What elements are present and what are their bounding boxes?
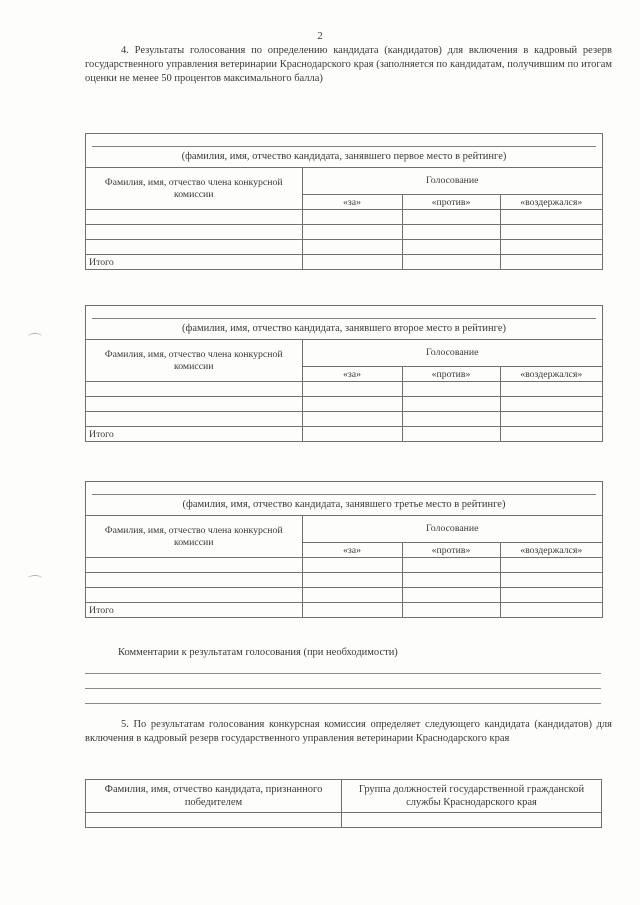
candidate-name-line[interactable]	[92, 482, 596, 495]
for-cell[interactable]	[302, 225, 402, 240]
winner-cell[interactable]	[86, 813, 342, 828]
abstained-cell[interactable]	[500, 573, 602, 588]
punch-hole-mark	[28, 575, 42, 582]
vote-table	[86, 516, 602, 617]
member-cell[interactable]	[86, 210, 302, 225]
abstained-total-cell[interactable]	[500, 255, 602, 270]
for-total-cell[interactable]	[302, 255, 402, 270]
for-cell[interactable]	[302, 558, 402, 573]
total-label: Итого	[86, 427, 302, 442]
against-cell[interactable]	[402, 397, 500, 412]
total-row	[86, 427, 602, 442]
abstained-column-header: «воздержался»	[500, 367, 602, 382]
abstained-cell[interactable]	[500, 225, 602, 240]
table-row	[86, 225, 602, 240]
against-cell[interactable]	[402, 573, 500, 588]
winner-column-header: Фамилия, имя, отчество кандидата, признанного победителем	[86, 780, 342, 813]
against-column-header: «против»	[402, 543, 500, 558]
position-group-column-header: Группа должностей государственной гражданской службы Краснодарского края	[342, 780, 602, 813]
candidate-caption: (фамилия, имя, отчество кандидата, занявшего второе место в рейтинге)	[86, 319, 602, 340]
against-total-cell[interactable]	[402, 603, 500, 618]
member-column-header: Фамилия, имя, отчество члена конкурсной комиссии	[86, 340, 302, 382]
abstained-cell[interactable]	[500, 210, 602, 225]
abstained-column-header: «воздержался»	[500, 195, 602, 210]
candidate-caption: (фамилия, имя, отчество кандидата, занявшего третье место в рейтинге)	[86, 495, 602, 516]
against-column-header: «против»	[402, 195, 500, 210]
candidate-name-line[interactable]	[92, 306, 596, 319]
against-cell[interactable]	[402, 382, 500, 397]
section-5-text: 5. По результатам голосования конкурсная комиссия определяет следующего кандидата (кандидатов) для включения в кадровый резерв государственного управления ветеринарии Краснодарского края	[85, 719, 612, 744]
voting-column-header: Голосование	[302, 516, 602, 543]
member-cell[interactable]	[86, 588, 302, 603]
against-column-header: «против»	[402, 367, 500, 382]
for-cell[interactable]	[302, 240, 402, 255]
member-cell[interactable]	[86, 573, 302, 588]
against-cell[interactable]	[402, 240, 500, 255]
for-cell[interactable]	[302, 210, 402, 225]
member-column-header: Фамилия, имя, отчество члена конкурсной комиссии	[86, 168, 302, 210]
against-cell[interactable]	[402, 588, 500, 603]
against-cell[interactable]	[402, 210, 500, 225]
table-row	[86, 588, 602, 603]
table-row	[86, 382, 602, 397]
abstained-cell[interactable]	[500, 240, 602, 255]
punch-hole-mark	[28, 333, 42, 340]
abstained-column-header: «воздержался»	[500, 543, 602, 558]
comment-line[interactable]	[85, 688, 601, 689]
table-row	[86, 573, 602, 588]
candidate-vote-block-3	[85, 481, 603, 618]
total-row	[86, 255, 602, 270]
candidate-vote-block-1	[85, 133, 603, 270]
for-cell[interactable]	[302, 382, 402, 397]
abstained-cell[interactable]	[500, 382, 602, 397]
for-cell[interactable]	[302, 397, 402, 412]
comments-label: Комментарии к результатам голосования (при необходимости)	[118, 647, 398, 658]
voting-column-header: Голосование	[302, 340, 602, 367]
against-total-cell[interactable]	[402, 427, 500, 442]
abstained-cell[interactable]	[500, 412, 602, 427]
for-total-cell[interactable]	[302, 603, 402, 618]
abstained-cell[interactable]	[500, 588, 602, 603]
total-row	[86, 603, 602, 618]
section-4-heading	[85, 44, 612, 86]
against-total-cell[interactable]	[402, 255, 500, 270]
abstained-cell[interactable]	[500, 558, 602, 573]
for-cell[interactable]	[302, 588, 402, 603]
table-row	[86, 210, 602, 225]
table-row	[86, 558, 602, 573]
for-total-cell[interactable]	[302, 427, 402, 442]
position-group-cell[interactable]	[342, 813, 602, 828]
member-cell[interactable]	[86, 382, 302, 397]
candidate-vote-block-2	[85, 305, 603, 442]
candidate-name-line[interactable]	[92, 134, 596, 147]
member-cell[interactable]	[86, 412, 302, 427]
against-cell[interactable]	[402, 558, 500, 573]
for-column-header: «за»	[302, 195, 402, 210]
section-4-text: 4. Результаты голосования по определению кандидата (кандидатов) для включения в кадровый резерв государственного управления ветеринарии Краснодарского края (заполняется по кандидатам, получившим по итогам оценки не менее 50 процентов максимального балла)	[85, 45, 612, 84]
member-cell[interactable]	[86, 240, 302, 255]
vote-table	[86, 340, 602, 441]
abstained-total-cell[interactable]	[500, 603, 602, 618]
table-row	[86, 240, 602, 255]
comment-line[interactable]	[85, 703, 601, 704]
for-column-header: «за»	[302, 367, 402, 382]
table-row	[86, 397, 602, 412]
total-label: Итого	[86, 603, 302, 618]
abstained-cell[interactable]	[500, 397, 602, 412]
against-cell[interactable]	[402, 225, 500, 240]
table-row	[86, 813, 602, 828]
member-column-header: Фамилия, имя, отчество члена конкурсной комиссии	[86, 516, 302, 558]
candidate-caption: (фамилия, имя, отчество кандидата, занявшего первое место в рейтинге)	[86, 147, 602, 168]
against-cell[interactable]	[402, 412, 500, 427]
table-row	[86, 412, 602, 427]
for-cell[interactable]	[302, 412, 402, 427]
for-cell[interactable]	[302, 573, 402, 588]
winner-table	[85, 779, 602, 828]
vote-table	[86, 168, 602, 269]
member-cell[interactable]	[86, 397, 302, 412]
member-cell[interactable]	[86, 558, 302, 573]
section-5-heading	[85, 718, 612, 746]
abstained-total-cell[interactable]	[500, 427, 602, 442]
voting-column-header: Голосование	[302, 168, 602, 195]
total-label: Итого	[86, 255, 302, 270]
member-cell[interactable]	[86, 225, 302, 240]
page-number: 2	[317, 30, 323, 42]
comment-line[interactable]	[85, 673, 601, 674]
for-column-header: «за»	[302, 543, 402, 558]
